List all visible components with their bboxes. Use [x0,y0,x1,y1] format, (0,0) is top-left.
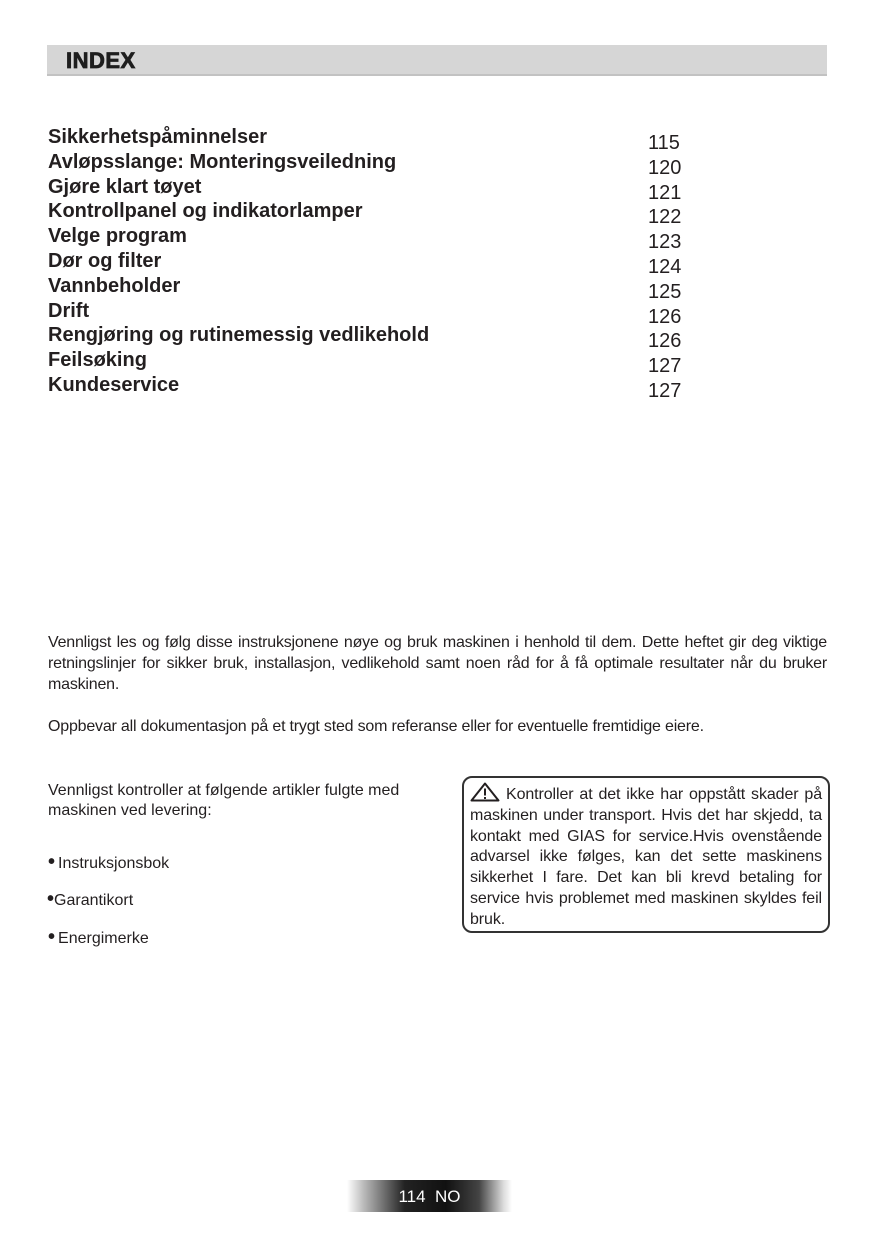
toc-page: 123 [648,231,682,254]
delivery-item-label: Instruksjonsbok [58,855,170,872]
toc-page: 126 [648,330,682,353]
table-of-contents [48,126,688,402]
toc-entry[interactable] [48,175,688,204]
index-header-bar [47,45,827,76]
delivery-item [48,851,169,874]
index-title: INDEX [66,48,136,73]
toc-page: 127 [648,379,682,402]
toc-title: Kontrollpanel og indikatorlamper [48,200,363,223]
toc-title: Avløpsslange: Monteringsveiledning [48,150,397,173]
toc-entry[interactable] [48,324,688,353]
warning-triangle-icon [470,782,500,802]
toc-title: Rengjøring og rutinemessig vedlikehold [48,324,430,347]
toc-page: 115 [648,132,680,154]
bullet-icon: • [48,926,56,948]
toc-title: Drift [48,299,90,322]
language-code: NO [435,1187,461,1206]
delivery-check-text: Vennligst kontroller at følgende artikler fulgte med maskinen ved levering: [48,782,400,819]
toc-entry[interactable] [48,349,688,378]
toc-page: 124 [648,255,682,278]
storage-paragraph: Oppbevar all dokumentasjon på et trygt sted som referanse eller for eventuelle fremtidige eiere. [48,718,704,735]
toc-entry[interactable] [48,249,688,278]
page-number: 114 [398,1187,426,1206]
page-footer [347,1180,512,1212]
toc-title: Sikkerhetspåminnelser [48,126,267,148]
intro-text [48,632,827,758]
toc-entry[interactable] [48,373,688,402]
toc-entry[interactable] [48,225,688,254]
toc-title: Vannbeholder [48,274,181,297]
bullet-icon: • [48,851,56,873]
warning-text: Kontroller at det ikke har oppstått skader på maskinen under transport. Hvis det har skjedd, ta kontakt med GIAS for service.Hvis ovenstående advarsel ikke følges, kan det sette maskinens sikkerhet I fare. Det kan bli krevd betaling for service hvis problemet med maskinen skyldes feil bruk. [470,786,822,928]
toc-entry[interactable] [48,126,688,154]
toc-page: 127 [648,355,682,378]
toc-title: Kundeservice [48,373,180,396]
toc-title: Velge program [48,225,187,248]
toc-page: 121 [648,181,682,204]
toc-page: 122 [648,206,682,229]
bullet-icon: • [47,888,55,910]
toc-entry[interactable] [48,200,688,229]
toc-title: Dør og filter [48,249,162,272]
delivery-item [48,926,149,949]
delivery-item-label: Garantikort [54,892,134,909]
toc-title: Feilsøking [48,349,147,372]
delivery-item-label: Energimerke [58,930,149,947]
warning-box [462,776,830,933]
toc-entry[interactable] [48,299,688,328]
intro-paragraph: Vennligst les og følg disse instruksjonene nøye og bruk maskinen i henhold til dem. Dette heftet gir deg viktige retningslinjer for sikker bruk, installasjon, vedlikehold samt noen råd for å få optimale resultater når du bruker maskinen. [48,634,827,693]
toc-entry[interactable] [48,274,688,303]
delivery-item [47,888,133,911]
toc-entry[interactable] [48,150,688,179]
toc-page: 126 [648,305,682,328]
toc-title: Gjøre klart tøyet [48,175,202,198]
toc-page: 125 [648,280,682,303]
toc-page: 120 [648,156,682,179]
